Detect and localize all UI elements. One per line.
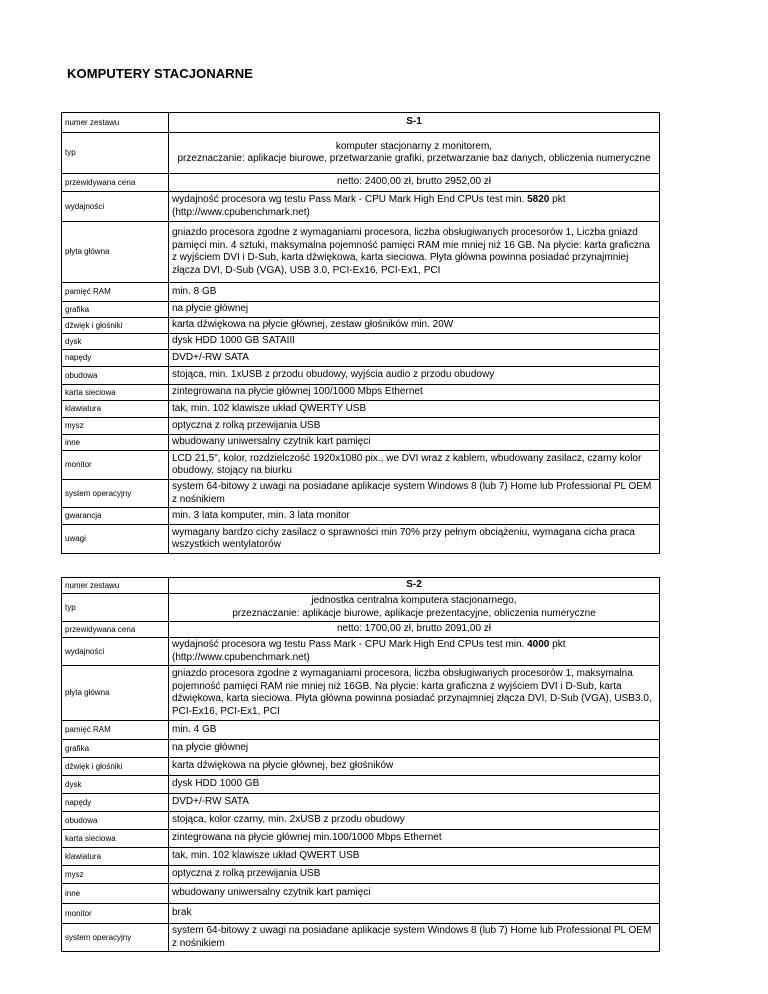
- table-row: [62, 594, 660, 622]
- row-label: karta sieciowa: [62, 830, 169, 848]
- table-row: [62, 350, 660, 367]
- table-row: [62, 401, 660, 418]
- table-row: [62, 283, 660, 302]
- table-row: [62, 302, 660, 318]
- table-row: [62, 385, 660, 401]
- row-value: DVD+/-RW SATA: [169, 794, 660, 812]
- table-row: [62, 924, 660, 952]
- row-label: płyta główna: [62, 666, 169, 721]
- row-label: dźwięk i głośniki: [62, 318, 169, 334]
- spec-table-s2: [61, 577, 660, 952]
- table-row: [62, 904, 660, 924]
- row-label: wydajności: [62, 638, 169, 666]
- row-value: zintegrowana na płycie głównej 100/1000 Mbps Ethernet: [169, 385, 660, 401]
- table-row: [62, 418, 660, 435]
- table-row: [62, 758, 660, 776]
- row-label: grafika: [62, 740, 169, 758]
- spec-table-s1: [61, 112, 660, 554]
- table-row: [62, 334, 660, 350]
- row-label: przewidywana cena: [62, 622, 169, 638]
- table-row: [62, 192, 660, 222]
- table-row: [62, 721, 660, 740]
- row-value: stojąca, min. 1xUSB z przodu obudowy, wyjścia audio z przodu obudowy: [169, 367, 660, 385]
- set-number: S-1: [169, 113, 660, 133]
- row-value: wymagany bardzo cichy zasilacz o sprawności min 70% przy pełnym obciążeniu, wymagana cicha praca wszystkich wentylatorów: [169, 525, 660, 554]
- table-row: [62, 578, 660, 594]
- row-value: system 64-bitowy z uwagi na posiadane aplikacje system Windows 8 (lub 7) Home lub Professional PL OEM z nośnikiem: [169, 480, 660, 508]
- table-row: [62, 812, 660, 830]
- row-label: obudowa: [62, 812, 169, 830]
- type-line-2: przeznaczanie: aplikacje biurowe, aplikacje prezentacyjne, obliczenia numeryczne: [232, 607, 596, 619]
- row-value: dysk HDD 1000 GB: [169, 776, 660, 794]
- type-value: [169, 594, 660, 622]
- row-value: LCD 21,5", kolor, rozdzielczość 1920x1080 pix., we DVI wraz z kablem, wbudowany zasilacz, czarny kolor obudowy, stojący na biurku: [169, 451, 660, 480]
- row-value: min. 4 GB: [169, 721, 660, 740]
- table-row: [62, 866, 660, 884]
- row-value: gniazdo procesora zgodne z wymaganiami procesora, liczba obsługiwanych procesorów 1, maksymalna pojemność pamięci RAM nie mniej niż 16GB. Na płycie: karta graficzna z wyjściem DVI i D-Sub, karta dźwiękowa, karta sieciowa. Płyta główna powinna posiadać przynajmniej złącza DVI, D-Sub (VGA), USB3.0, PCI-Ex16, PCI-Ex1, PCI: [169, 666, 660, 721]
- table-row: [62, 622, 660, 638]
- table-row: [62, 451, 660, 480]
- row-label: grafika: [62, 302, 169, 318]
- row-label: dysk: [62, 776, 169, 794]
- price-value: netto: 2400,00 zł, brutto 2952,00 zł: [169, 174, 660, 192]
- set-number: S-2: [169, 578, 660, 594]
- row-label: wydajności: [62, 192, 169, 222]
- row-value: zintegrowana na płycie głównej min.100/1000 Mbps Ethernet: [169, 830, 660, 848]
- table-row: [62, 794, 660, 812]
- table-row: [62, 508, 660, 525]
- row-value: optyczna z rolką przewijania USB: [169, 418, 660, 435]
- row-label: mysz: [62, 418, 169, 435]
- row-label: gwarancja: [62, 508, 169, 525]
- row-value: gniazdo procesora zgodne z wymaganiami procesora, liczba obsługiwanych procesorów 1, Liczba gniazd pamięci min. 4 sztuki, maksymalna pojemność pamięci RAM mie mniej niż 16 GB. Na płycie: karta graficzna z wyjściem DVI i D-Sub, karta dźwiękowa, karta sieciowa. Płyta główna powinna posiadać przynajmniej złącza DVI, D-Sub (VGA), USB 3.0, PCI-Ex16, PCI-Ex1, PCI: [169, 222, 660, 283]
- performance-text: wydajność procesora wg testu Pass Mark - CPU Mark High End CPUs test min.: [172, 639, 528, 650]
- performance-score: 4000: [527, 639, 550, 650]
- performance-source: pkt (http://www.cpubenchmark.net): [172, 194, 566, 218]
- table-row: [62, 884, 660, 904]
- row-label: inne: [62, 435, 169, 451]
- row-value: brak: [169, 904, 660, 924]
- row-label: karta sieciowa: [62, 385, 169, 401]
- row-value: wbudowany uniwersalny czytnik kart pamięci: [169, 884, 660, 904]
- table-row: [62, 740, 660, 758]
- row-label: system operacyjny: [62, 480, 169, 508]
- performance-value: [169, 192, 660, 222]
- table-row: [62, 435, 660, 451]
- table-row: [62, 525, 660, 554]
- row-label: obudowa: [62, 367, 169, 385]
- performance-text: wydajność procesora wg testu Pass Mark - CPU Mark High End CPUs test min.: [172, 194, 528, 205]
- row-value: wbudowany uniwersalny czytnik kart pamięci: [169, 435, 660, 451]
- row-value: na płycie głównej: [169, 740, 660, 758]
- row-label: dźwięk i głośniki: [62, 758, 169, 776]
- page-title: KOMPUTERY STACJONARNE: [67, 66, 254, 81]
- row-value: DVD+/-RW SATA: [169, 350, 660, 367]
- row-value: optyczna z rolką przewijania USB: [169, 866, 660, 884]
- table-row: [62, 133, 660, 174]
- table-row: [62, 222, 660, 283]
- performance-source: pkt (http://www.cpubenchmark.net): [172, 639, 566, 663]
- row-label: pamięć RAM: [62, 283, 169, 302]
- table-row: [62, 776, 660, 794]
- performance-value: [169, 638, 660, 666]
- row-label: typ: [62, 594, 169, 622]
- row-label: napędy: [62, 794, 169, 812]
- row-label: przewidywana cena: [62, 174, 169, 192]
- table-row: [62, 113, 660, 133]
- table-row: [62, 666, 660, 721]
- performance-score: 5820: [527, 194, 550, 205]
- type-line-2: przeznaczanie: aplikacje biurowe, przetwarzanie grafiki, przetwarzanie baz danych, obliczenia numeryczne: [177, 153, 651, 164]
- row-label: system operacyjny: [62, 924, 169, 952]
- price-value: netto: 1700,00 zł, brutto 2091,00 zł: [169, 622, 660, 638]
- row-value: tak, min. 102 klawisze układ QWERT USB: [169, 848, 660, 866]
- row-label: numer zestawu: [62, 578, 169, 594]
- row-label: dysk: [62, 334, 169, 350]
- row-value: karta dźwiękowa na płycie głównej, bez głośników: [169, 758, 660, 776]
- row-label: klawiatura: [62, 401, 169, 418]
- row-value: system 64-bitowy z uwagi na posiadane aplikacje system Windows 8 (lub 7) Home lub Professional PL OEM z nośnikiem: [169, 924, 660, 952]
- row-label: napędy: [62, 350, 169, 367]
- type-line-1: jednostka centralna komputera stacjonarnego,: [311, 595, 517, 606]
- row-value: karta dźwiękowa na płycie głównej, zestaw głośników min. 20W: [169, 318, 660, 334]
- row-label: typ: [62, 133, 169, 174]
- row-label: monitor: [62, 451, 169, 480]
- row-label: inne: [62, 884, 169, 904]
- type-value: [169, 133, 660, 174]
- row-value: na płycie głównej: [169, 302, 660, 318]
- row-value: min. 8 GB: [169, 283, 660, 302]
- table-row: [62, 830, 660, 848]
- table-row: [62, 638, 660, 666]
- row-value: min. 3 lata komputer, min. 3 lata monitor: [169, 508, 660, 525]
- type-line-1: komputer stacjonarny z monitorem,: [335, 140, 493, 152]
- row-value: stojąca, kolor czarny, min. 2xUSB z przodu obudowy: [169, 812, 660, 830]
- table-row: [62, 318, 660, 334]
- table-row: [62, 848, 660, 866]
- row-label: monitor: [62, 904, 169, 924]
- table-row: [62, 174, 660, 192]
- row-label: uwagi: [62, 525, 169, 554]
- row-value: dysk HDD 1000 GB SATAIII: [169, 334, 660, 350]
- row-value: tak, min. 102 klawisze układ QWERTY USB: [169, 401, 660, 418]
- row-label: płyta główna: [62, 222, 169, 283]
- row-label: mysz: [62, 866, 169, 884]
- table-row: [62, 367, 660, 385]
- table-row: [62, 480, 660, 508]
- row-label: klawiatura: [62, 848, 169, 866]
- row-label: numer zestawu: [62, 113, 169, 133]
- row-label: pamięć RAM: [62, 721, 169, 740]
